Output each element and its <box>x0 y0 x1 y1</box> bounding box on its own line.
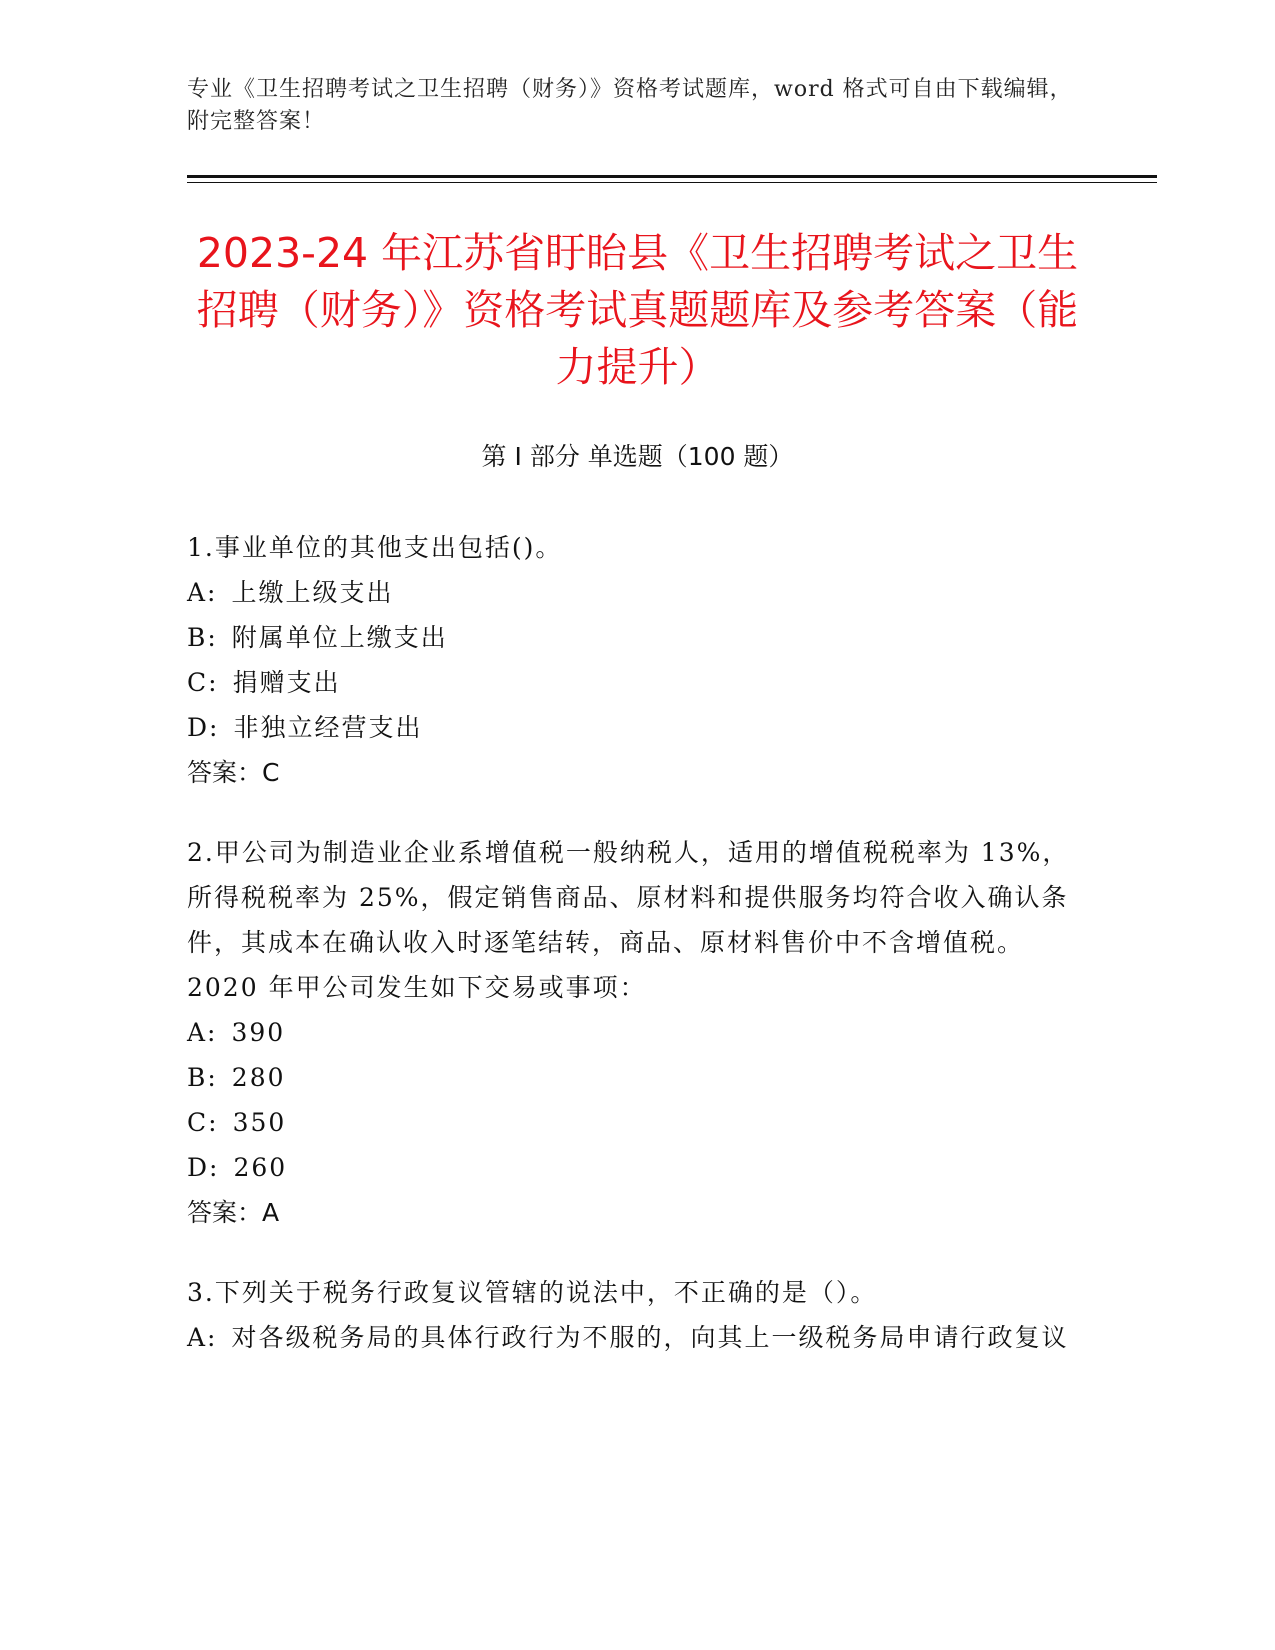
header-note: 专业《卫生招聘考试之卫生招聘（财务）》资格考试题库，word 格式可自由下载编辑，附完整答案！ <box>187 77 1073 134</box>
option-text: 捐赠支出 <box>232 668 341 697</box>
option-text: 对各级税务局的具体行政行为不服的，向其上一级税务局申请行政复议 <box>231 1323 1069 1352</box>
answer-label: 答案： <box>187 758 263 787</box>
option-text: 280 <box>231 1063 286 1092</box>
option-d <box>187 705 1077 750</box>
question-stem: 2.甲公司为制造业企业系增值税一般纳税人，适用的增值税税率为 13%，所得税税率为 25%，假定销售商品、原材料和提供服务均符合收入确认条件，其成本在确认收入时逐笔结转，商品、原材料售价中不含增值税。2020 年甲公司发生如下交易或事项： <box>187 838 1070 1002</box>
question-item <box>187 525 1077 795</box>
option-key: A: <box>187 1018 218 1047</box>
answer-value: C <box>262 758 280 787</box>
document-title: 2023-24 年江苏省盱眙县《卫生招聘考试之卫生招聘（财务）》资格考试真题题库及参考答案（能力提升） <box>196 229 1079 391</box>
option-c <box>187 1100 1077 1145</box>
option-text: 390 <box>231 1018 286 1047</box>
option-key: D: <box>187 713 220 742</box>
option-a <box>187 1010 1077 1055</box>
option-key: A: <box>187 578 218 607</box>
option-a <box>187 570 1077 615</box>
option-key: D: <box>187 1153 220 1182</box>
option-a <box>187 1315 1077 1360</box>
option-text: 上缴上级支出 <box>231 578 394 607</box>
option-key: B: <box>187 623 218 652</box>
option-c <box>187 660 1077 705</box>
option-b <box>187 615 1077 660</box>
option-d <box>187 1145 1077 1190</box>
option-text: 350 <box>232 1108 287 1137</box>
option-key: C: <box>187 1108 219 1137</box>
option-text: 非独立经营支出 <box>233 713 423 742</box>
question-item <box>187 1270 1077 1360</box>
header-divider-thick <box>187 175 1157 178</box>
answer-value: A <box>262 1198 280 1227</box>
answer-line <box>187 1190 1077 1235</box>
question-stem: 3.下列关于税务行政复议管辖的说法中，不正确的是（）。 <box>187 1278 878 1307</box>
option-key: A: <box>187 1323 218 1352</box>
answer-label: 答案： <box>187 1198 263 1227</box>
option-text: 260 <box>233 1153 288 1182</box>
question-list <box>187 525 1077 1395</box>
option-key: C: <box>187 668 219 697</box>
question-item <box>187 830 1077 1235</box>
header-divider-thin <box>187 182 1157 183</box>
option-b <box>187 1055 1077 1100</box>
section-heading: 第 I 部分 单选题（100 题） <box>481 442 794 471</box>
question-stem: 1.事业单位的其他支出包括()。 <box>187 533 563 562</box>
option-key: B: <box>187 1063 218 1092</box>
answer-line <box>187 750 1077 795</box>
option-text: 附属单位上缴支出 <box>231 623 448 652</box>
